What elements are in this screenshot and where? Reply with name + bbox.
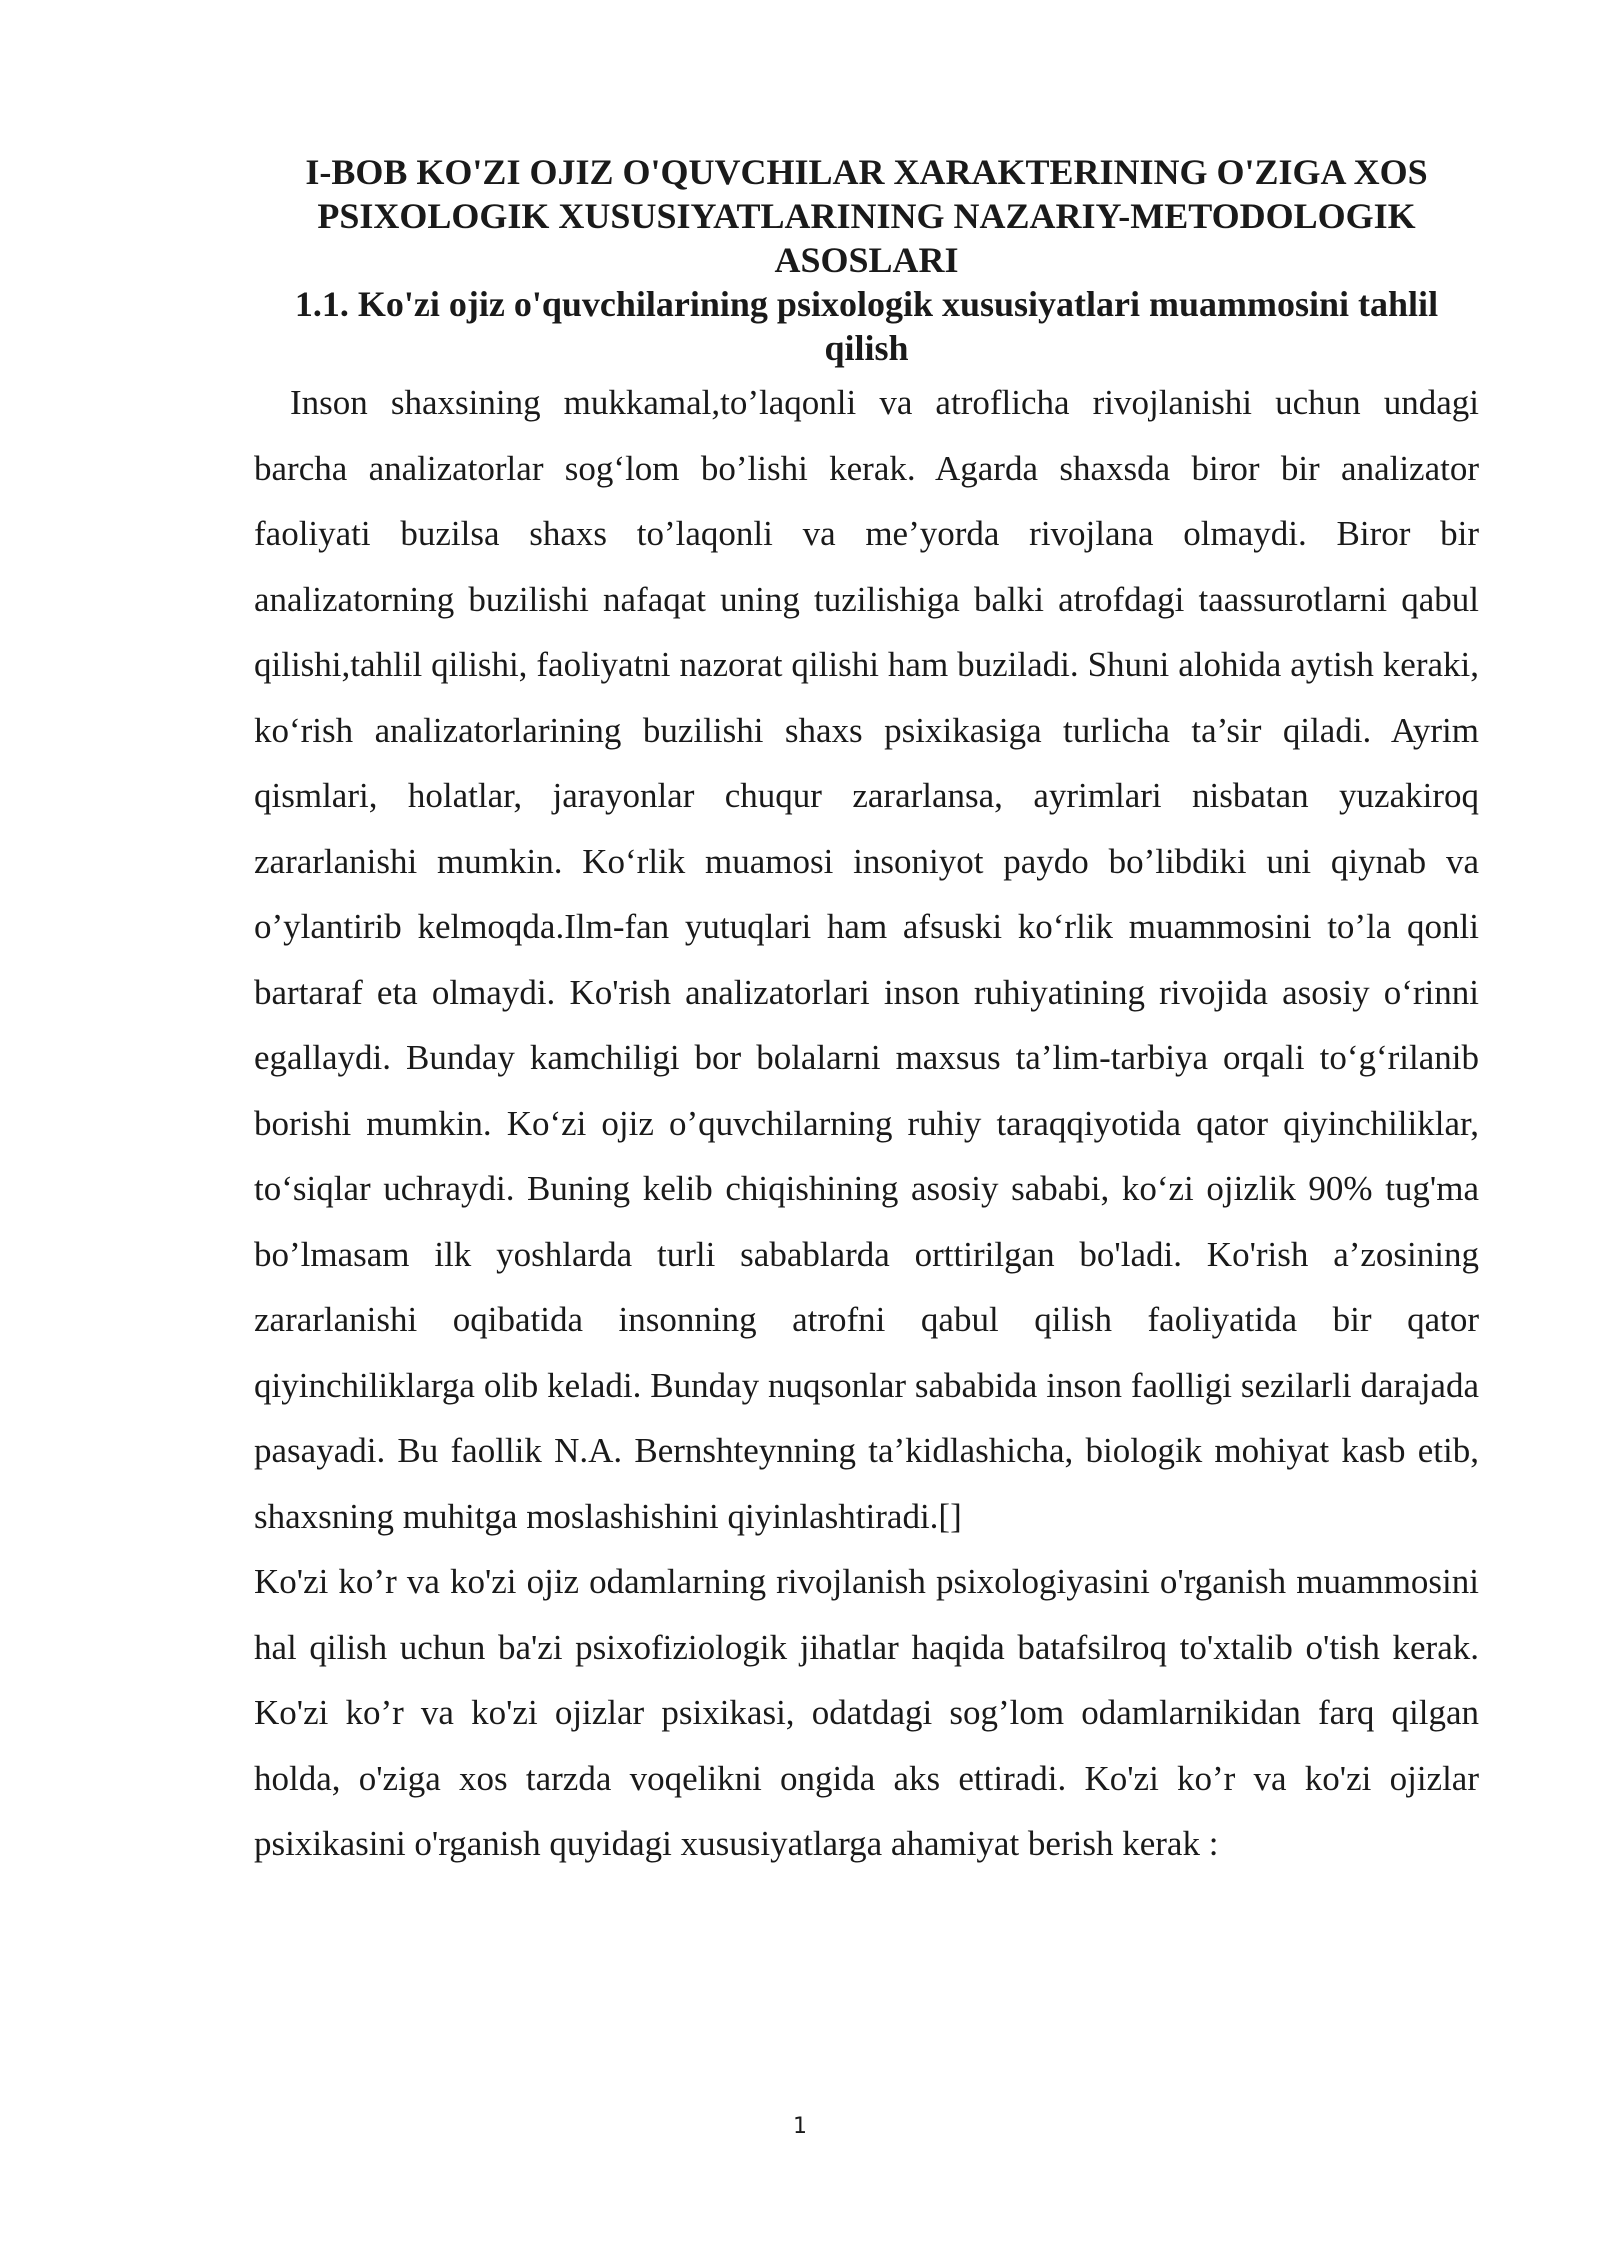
section-title: 1.1. Ko'zi ojiz o'quvchilarining psixologik xususiyatlari muammosini tahlil qilish [294, 284, 1439, 368]
page-number: 1 [793, 2114, 807, 2139]
body-paragraph-1: Inson shaxsining mukkamal,to’laqonli va atroflicha rivojlanishi uchun undagi barcha analizatorlar sog‘lom bo’lishi kerak. Agarda shaxsda biror bir analizator faoliyati buzilsa shaxs to’laqonli va me’yorda rivojlana olmaydi. Biror bir analizatorning buzilishi nafaqat uning tuzilishiga balki atrofdagi taassurotlarni qabul qilishi,tahlil qilishi, faoliyatni nazorat qilishi ham buziladi. Shuni alohida aytish keraki, ko‘rish analizatorlarining buzilishi shaxs psixikasiga turlicha ta’sir qiladi. Ayrim qismlari, holatlar, jarayonlar chuqur zararlansa, ayrimlari nisbatan yuzakiroq zararlanishi mumkin. Ko‘rlik muamosi insoniyot paydo bo’libdiki uni qiynab va o’ylantirib kelmoqda.Ilm-fan yutuqlari ham afsuski ko‘rlik muammosini to’la qonli bartaraf eta olmaydi. Ko'rish analizatorlari inson ruhiyatining rivojida asosiy o‘rinni egallaydi. Bunday kamchiligi bor bolalarni maxsus ta’lim-tarbiya orqali to‘g‘rilanib borishi mumkin. Ko‘zi ojiz o’quvchilarning ruhiy taraqqiyotida qator qiyinchiliklar, to‘siqlar uchraydi. Buning kelib chiqishining asosiy sababi, ko‘zi ojizlik 90% tug'ma bo’lmasam ilk yoshlarda turli sabablarda orttirilgan bo'ladi. Ko'rish a’zosining zararlanishi oqibatida insonning atrofni qabul qilish faoliyatida bir qator qiyinchiliklarga olib keladi. Bunday nuqsonlar sababida inson faolligi sezilarli darajada pasayadi. Bu faollik N.A. Bernshteynning ta’kidlashicha, biologik mohiyat kasb etib, shaxsning muhitga moslashishini qiyinlashtiradi.[] [254, 383, 1479, 1536]
body-paragraph-2: Ko'zi ko’r va ko'zi ojiz odamlarning rivojlanish psixologiyasini o'rganish muammosini hal qilish uchun ba'zi psixofiziologik jihatlar haqida batafsilroq to'xtalib o'tish kerak. Ko'zi ko’r va ko'zi ojizlar psixikasi, odatdagi sog’lom odamlarnikidan farq qilgan holda, o'ziga xos tarzda voqelikni ongida aks ettiradi. Ko'zi ko’r va ko'zi ojizlar psixikasini o'rganish quyidagi xususiyatlarga ahamiyat berish kerak : [254, 1562, 1479, 1863]
chapter-title: I-BOB KO'ZI OJIZ O'QUVCHILAR XARAKTERINING O'ZIGA XOS PSIXOLOGIK XUSUSIYATLARINING NAZARIY-METODOLOGIK ASOSLARI [305, 152, 1428, 280]
page-content [254, 150, 1479, 1877]
